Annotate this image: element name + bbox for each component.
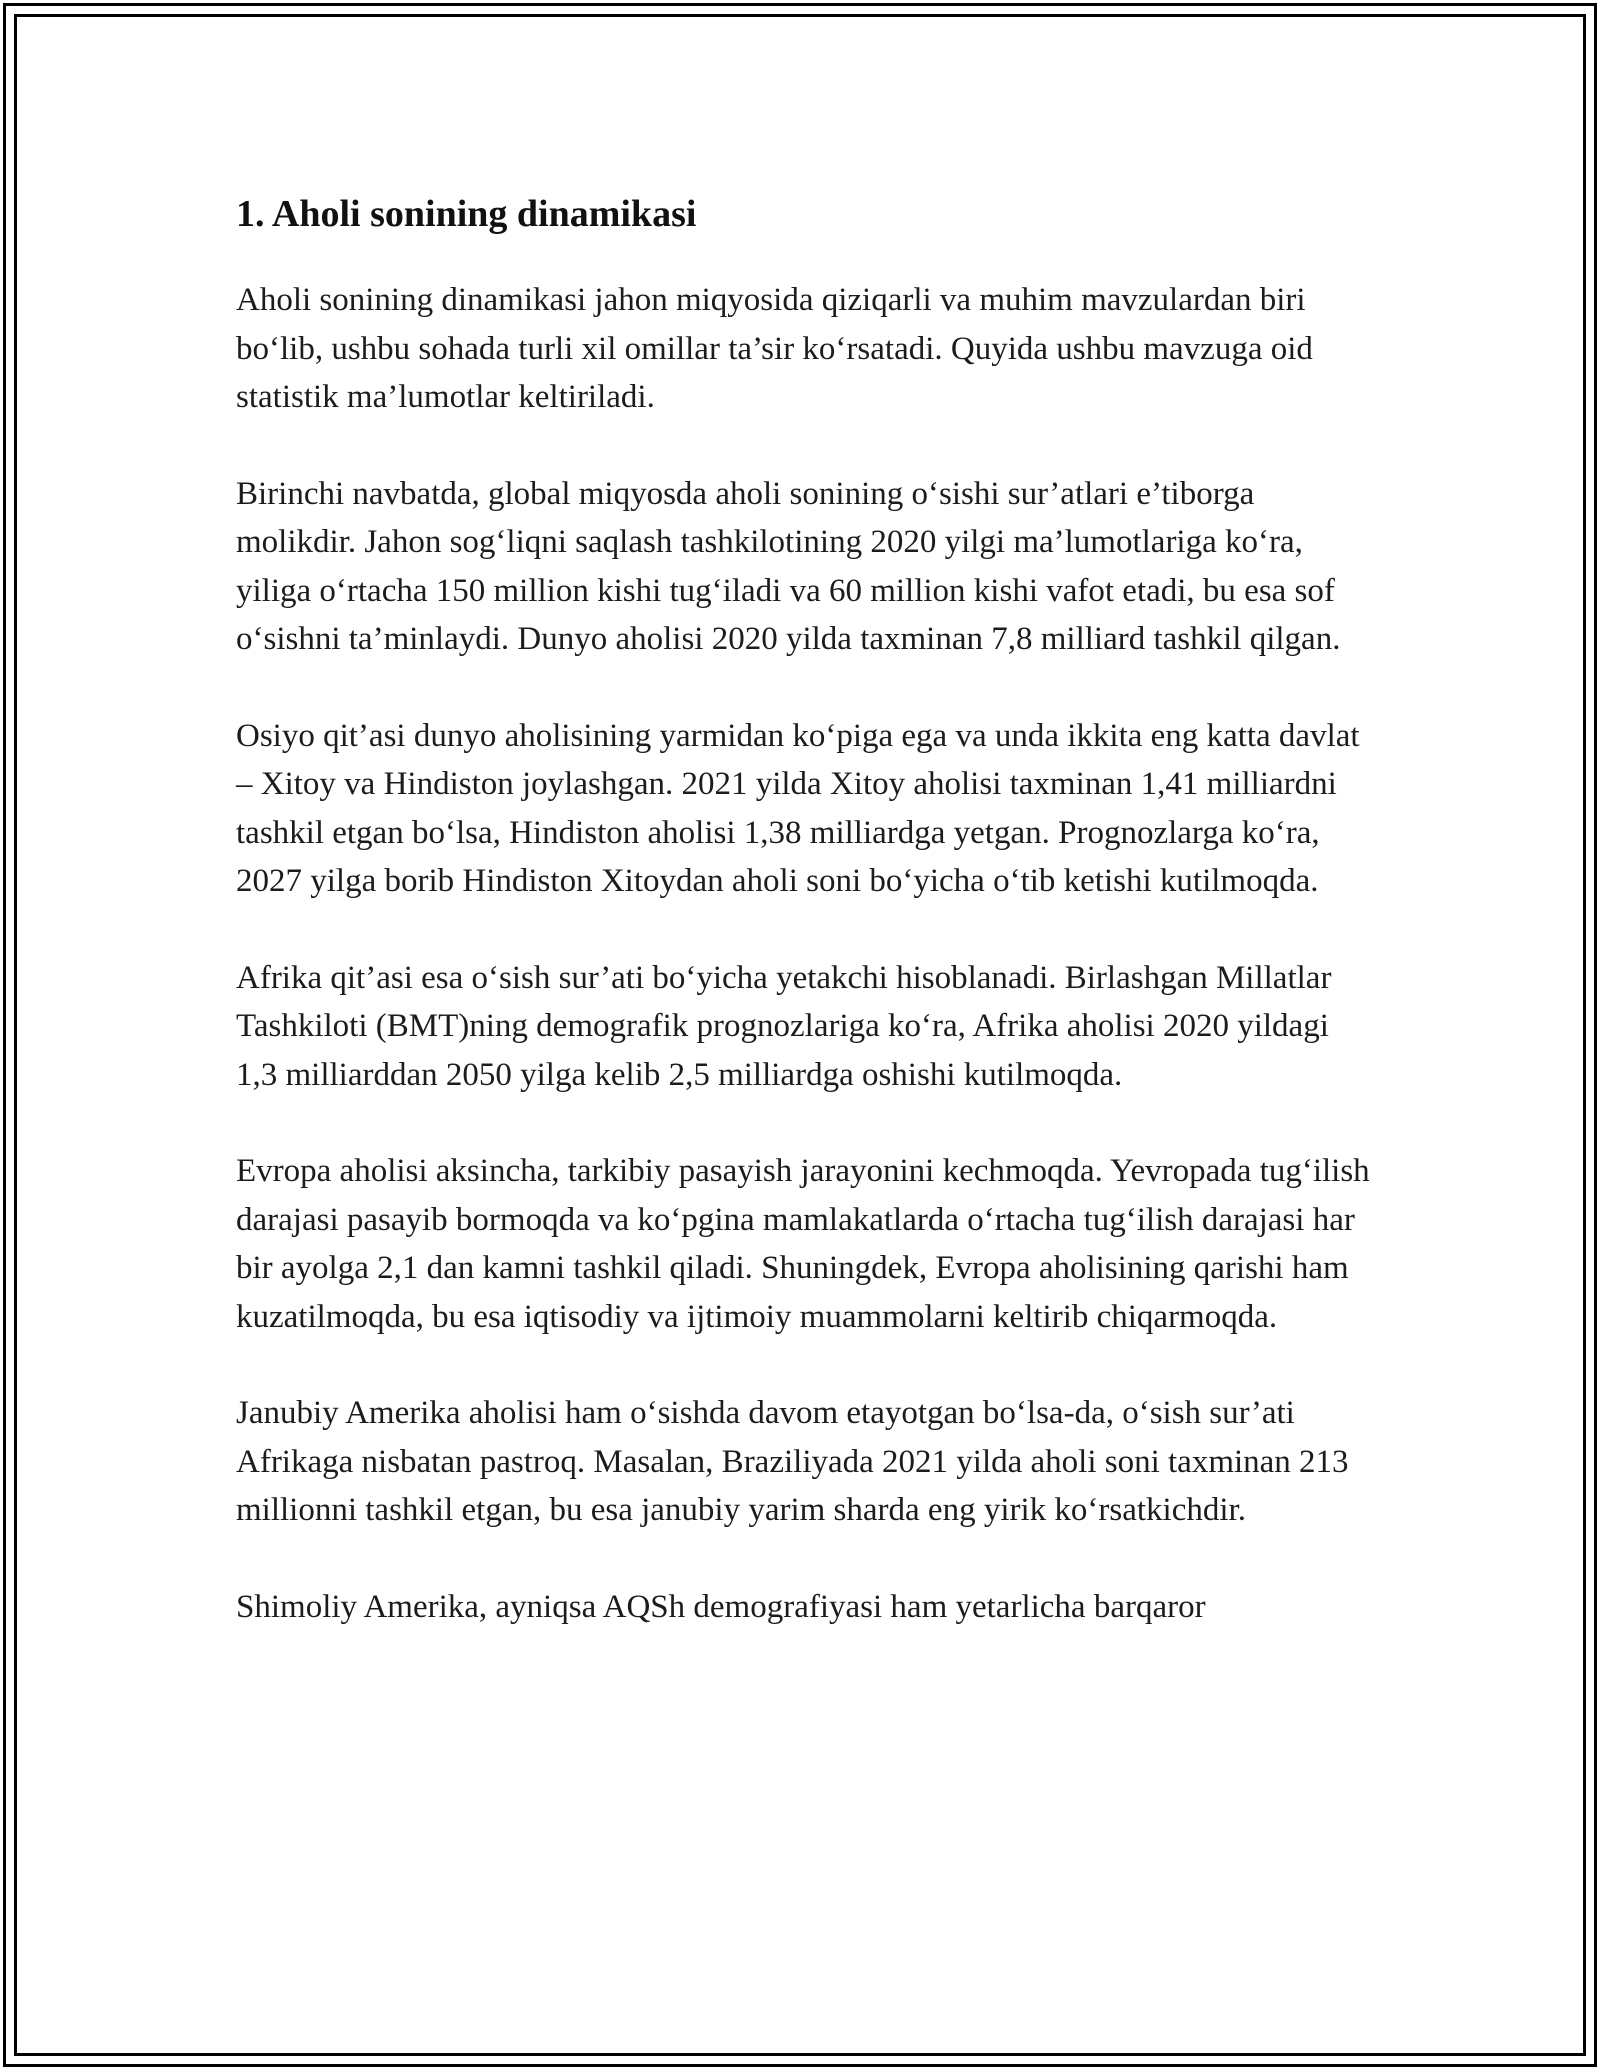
paragraph-north-america: Shimoliy Amerika, ayniqsa AQSh demografiyasi ham yetarlicha barqaror xyxy=(236,1588,1206,1625)
paragraph-africa: Afrika qit’asi esa o‘sish sur’ati bo‘yicha yetakchi hisoblanadi. Birlashgan Millatlar Tashkiloti (BMT)ning demografik prognozlariga ko‘ra, Afrika aholisi 2020 yildagi 1,3 milliarddan 2050 yilga kelib 2,5 milliardga oshishi kutilmoqda. xyxy=(236,959,1332,1093)
document-body xyxy=(236,186,1376,1679)
paragraph-asia: Osiyo qit’asi dunyo aholisining yarmidan ko‘piga ega va unda ikkita eng katta davlat – Xitoy va Hindiston joylashgan. 2021 yilda Xitoy aholisi taxminan 1,41 milliardni tashkil etgan bo‘lsa, Hindiston aholisi 1,38 milliardga yetgan. Prognozlarga ko‘ra, 2027 yilga borib Hindiston Xitoydan aholi soni bo‘yicha o‘tib ketishi kutilmoqda. xyxy=(236,717,1360,899)
paragraph-south-america: Janubiy Amerika aholisi ham o‘sishda davom etayotgan bo‘lsa-da, o‘sish sur’ati Afrikaga nisbatan pastroq. Masalan, Braziliyada 2021 yilda aholi soni taxminan 213 millionni tashkil etgan, bu esa janubiy yarim sharda eng yirik ko‘rsatkichdir. xyxy=(236,1395,1349,1528)
paragraph-intro: Aholi sonining dinamikasi jahon miqyosida qiziqarli va muhim mavzulardan biri bo‘lib, ushbu sohada turli xil omillar ta’sir ko‘rsatadi. Quyida ushbu mavzuga oid statistik ma’lumotlar keltiriladi. xyxy=(236,282,1313,415)
paragraph-europe: Evropa aholisi aksincha, tarkibiy pasayish jarayonini kechmoqda. Yevropada tug‘ilish darajasi pasayib bormoqda va ko‘pgina mamlakatlarda o‘rtacha tug‘ilish darajasi har bir ayolga 2,1 dan kamni tashkil qiladi. Shuningdek, Evropa aholisining qarishi ham kuzatilmoqda, bu esa iqtisodiy va ijtimoiy muammolarni keltirib chiqarmoqda. xyxy=(236,1153,1370,1335)
paragraph-global-growth: Birinchi navbatda, global miqyosda aholi sonining o‘sishi sur’atlari e’tiborga molikdir. Jahon sog‘liqni saqlash tashkilotining 2020 yilgi ma’lumotlariga ko‘ra, yiliga o‘rtacha 150 million kishi tug‘iladi va 60 million kishi vafot etadi, bu esa sof o‘sishni ta’minlaydi. Dunyo aholisi 2020 yilda taxminan 7,8 milliard tashkil qilgan. xyxy=(236,475,1341,657)
section-heading: 1. Aholi sonining dinamikasi xyxy=(236,193,697,235)
